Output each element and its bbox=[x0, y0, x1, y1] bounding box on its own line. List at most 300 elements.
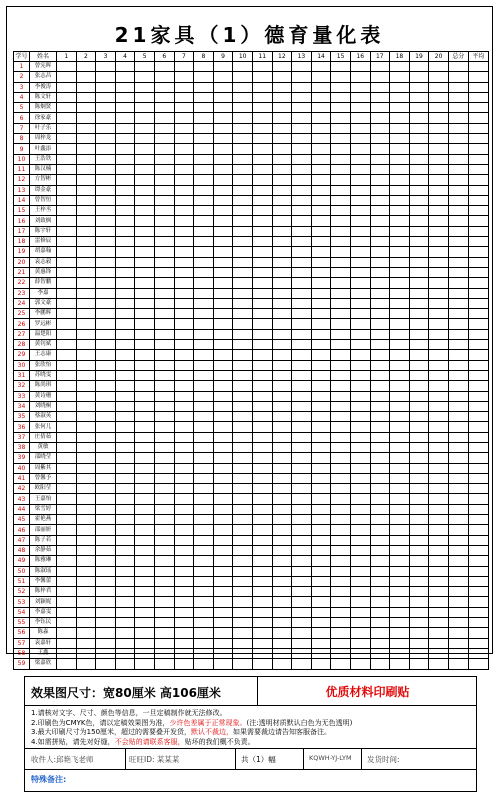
score-cell bbox=[76, 432, 96, 442]
score-cell bbox=[292, 597, 312, 607]
score-cell bbox=[311, 185, 331, 195]
column-header: 12 bbox=[272, 52, 292, 62]
score-cell bbox=[194, 206, 214, 216]
score-cell bbox=[213, 432, 233, 442]
score-cell bbox=[233, 164, 253, 174]
score-cell bbox=[272, 144, 292, 154]
score-cell bbox=[233, 329, 253, 339]
score-cell bbox=[115, 391, 135, 401]
score-cell bbox=[213, 566, 233, 576]
score-cell bbox=[57, 123, 77, 133]
score-cell bbox=[57, 154, 77, 164]
score-cell bbox=[213, 412, 233, 422]
score-cell bbox=[429, 257, 449, 267]
score-cell bbox=[96, 257, 116, 267]
score-cell bbox=[135, 381, 155, 391]
score-cell bbox=[135, 576, 155, 586]
score-cell bbox=[390, 144, 410, 154]
student-name: 李嘉雯 bbox=[30, 607, 57, 617]
score-cell bbox=[57, 391, 77, 401]
score-cell bbox=[76, 185, 96, 195]
note-text: 2.印刷色为CMYK色，请以定稿效果图为准， bbox=[31, 718, 170, 727]
score-cell bbox=[350, 648, 370, 658]
score-cell bbox=[233, 113, 253, 123]
score-cell bbox=[194, 525, 214, 535]
score-cell bbox=[252, 309, 272, 319]
score-cell bbox=[233, 175, 253, 185]
score-cell bbox=[57, 628, 77, 638]
score-cell bbox=[311, 648, 331, 658]
column-header: 1 bbox=[57, 52, 77, 62]
score-cell bbox=[370, 597, 390, 607]
score-cell bbox=[370, 350, 390, 360]
score-cell bbox=[194, 618, 214, 628]
score-cell bbox=[409, 144, 429, 154]
score-cell bbox=[370, 72, 390, 82]
score-cell bbox=[174, 267, 194, 277]
score-cell bbox=[429, 556, 449, 566]
score-cell bbox=[448, 340, 468, 350]
student-name: 王梓丞 bbox=[30, 206, 57, 216]
score-cell bbox=[174, 350, 194, 360]
score-cell bbox=[233, 319, 253, 329]
student-name: 陈梓君 bbox=[30, 587, 57, 597]
score-cell bbox=[135, 175, 155, 185]
table-row bbox=[14, 566, 489, 576]
score-cell bbox=[370, 566, 390, 576]
score-cell bbox=[96, 278, 116, 288]
student-number: 43 bbox=[14, 494, 30, 504]
score-cell bbox=[429, 123, 449, 133]
student-number: 48 bbox=[14, 545, 30, 555]
score-cell bbox=[213, 340, 233, 350]
score-cell bbox=[311, 62, 331, 72]
score-cell bbox=[213, 278, 233, 288]
student-number: 16 bbox=[14, 216, 30, 226]
table-row bbox=[14, 442, 489, 452]
column-header: 15 bbox=[331, 52, 351, 62]
student-name: 王鑫 bbox=[30, 648, 57, 658]
score-cell bbox=[331, 62, 351, 72]
score-cell bbox=[272, 453, 292, 463]
score-cell bbox=[96, 659, 116, 669]
student-name: 曾馨予 bbox=[30, 473, 57, 483]
score-cell bbox=[174, 473, 194, 483]
score-cell bbox=[76, 556, 96, 566]
score-cell bbox=[292, 576, 312, 586]
score-cell bbox=[135, 164, 155, 174]
score-cell bbox=[174, 185, 194, 195]
score-cell bbox=[292, 195, 312, 205]
table-row bbox=[14, 309, 489, 319]
score-cell bbox=[194, 432, 214, 442]
score-cell bbox=[409, 463, 429, 473]
score-cell bbox=[174, 175, 194, 185]
score-cell bbox=[96, 206, 116, 216]
score-cell bbox=[468, 628, 488, 638]
student-number: 25 bbox=[14, 309, 30, 319]
score-cell bbox=[76, 247, 96, 257]
score-cell bbox=[252, 103, 272, 113]
score-cell bbox=[370, 463, 390, 473]
score-cell bbox=[409, 288, 429, 298]
score-cell bbox=[174, 618, 194, 628]
score-cell bbox=[154, 298, 174, 308]
score-cell bbox=[350, 350, 370, 360]
score-cell bbox=[76, 350, 96, 360]
score-cell bbox=[429, 648, 449, 658]
score-cell bbox=[76, 319, 96, 329]
student-name: 苏晓雯 bbox=[30, 370, 57, 380]
score-cell bbox=[448, 628, 468, 638]
score-cell bbox=[448, 453, 468, 463]
score-cell bbox=[76, 442, 96, 452]
score-cell bbox=[272, 92, 292, 102]
score-cell bbox=[272, 185, 292, 195]
student-number: 38 bbox=[14, 442, 30, 452]
score-cell bbox=[135, 144, 155, 154]
student-name: 方智彬 bbox=[30, 175, 57, 185]
score-cell bbox=[174, 319, 194, 329]
score-cell bbox=[115, 628, 135, 638]
score-cell bbox=[194, 607, 214, 617]
table-row bbox=[14, 535, 489, 545]
score-cell bbox=[370, 442, 390, 452]
score-cell bbox=[252, 659, 272, 669]
score-cell bbox=[448, 62, 468, 72]
score-cell bbox=[96, 525, 116, 535]
score-cell bbox=[370, 123, 390, 133]
score-cell bbox=[448, 123, 468, 133]
score-cell bbox=[194, 370, 214, 380]
student-number: 9 bbox=[14, 144, 30, 154]
score-cell bbox=[96, 535, 116, 545]
note-text: 默认不裁边， bbox=[191, 728, 234, 736]
score-cell bbox=[76, 216, 96, 226]
score-cell bbox=[448, 401, 468, 411]
score-cell bbox=[174, 556, 194, 566]
column-header: 17 bbox=[370, 52, 390, 62]
score-cell bbox=[154, 288, 174, 298]
student-number: 23 bbox=[14, 288, 30, 298]
score-cell bbox=[252, 206, 272, 216]
score-cell bbox=[96, 515, 116, 525]
score-cell bbox=[292, 463, 312, 473]
score-cell bbox=[390, 587, 410, 597]
score-cell bbox=[252, 504, 272, 514]
score-cell bbox=[468, 226, 488, 236]
score-cell bbox=[194, 473, 214, 483]
student-number: 59 bbox=[14, 659, 30, 669]
student-name: 陈淼 bbox=[30, 628, 57, 638]
score-cell bbox=[311, 597, 331, 607]
score-cell bbox=[468, 607, 488, 617]
score-cell bbox=[409, 587, 429, 597]
student-number: 33 bbox=[14, 391, 30, 401]
score-cell bbox=[429, 659, 449, 669]
score-cell bbox=[233, 576, 253, 586]
score-cell bbox=[115, 288, 135, 298]
score-cell bbox=[115, 298, 135, 308]
score-cell bbox=[390, 267, 410, 277]
score-cell bbox=[409, 175, 429, 185]
score-cell bbox=[448, 576, 468, 586]
score-cell bbox=[57, 309, 77, 319]
score-cell bbox=[331, 309, 351, 319]
score-cell bbox=[57, 62, 77, 72]
score-cell bbox=[468, 576, 488, 586]
student-name: 张志昌 bbox=[30, 72, 57, 82]
score-cell bbox=[57, 453, 77, 463]
score-cell bbox=[57, 638, 77, 648]
score-cell bbox=[76, 134, 96, 144]
student-name: 蔡淑英 bbox=[30, 412, 57, 422]
score-cell bbox=[174, 463, 194, 473]
score-cell bbox=[331, 453, 351, 463]
score-cell bbox=[409, 164, 429, 174]
score-cell bbox=[57, 247, 77, 257]
student-name: 陈宇轩 bbox=[30, 226, 57, 236]
score-cell bbox=[252, 401, 272, 411]
score-cell bbox=[468, 72, 488, 82]
score-cell bbox=[292, 340, 312, 350]
score-cell bbox=[448, 556, 468, 566]
score-cell bbox=[252, 453, 272, 463]
score-cell bbox=[96, 144, 116, 154]
score-cell bbox=[292, 659, 312, 669]
score-cell bbox=[115, 535, 135, 545]
table-row bbox=[14, 185, 489, 195]
score-cell bbox=[233, 82, 253, 92]
score-cell bbox=[311, 288, 331, 298]
student-number: 8 bbox=[14, 134, 30, 144]
student-number: 50 bbox=[14, 566, 30, 576]
score-cell bbox=[96, 175, 116, 185]
score-cell bbox=[429, 607, 449, 617]
score-cell bbox=[331, 659, 351, 669]
student-name: 刘颖妮 bbox=[30, 597, 57, 607]
score-cell bbox=[213, 391, 233, 401]
score-cell bbox=[252, 638, 272, 648]
sheet-title: 21家具（1）德育量化表 bbox=[114, 23, 385, 47]
score-cell bbox=[252, 535, 272, 545]
score-cell bbox=[174, 607, 194, 617]
score-cell bbox=[115, 587, 135, 597]
score-cell bbox=[174, 226, 194, 236]
score-cell bbox=[154, 422, 174, 432]
score-cell bbox=[272, 226, 292, 236]
score-cell bbox=[213, 484, 233, 494]
score-cell bbox=[252, 72, 272, 82]
score-cell bbox=[96, 412, 116, 422]
score-cell bbox=[350, 113, 370, 123]
score-cell bbox=[390, 453, 410, 463]
score-cell bbox=[350, 607, 370, 617]
score-cell bbox=[292, 350, 312, 360]
score-cell bbox=[292, 412, 312, 422]
student-name: 欧阳莹 bbox=[30, 484, 57, 494]
score-cell bbox=[370, 267, 390, 277]
score-cell bbox=[174, 360, 194, 370]
score-cell bbox=[331, 618, 351, 628]
score-cell bbox=[57, 525, 77, 535]
column-header: 16 bbox=[350, 52, 370, 62]
score-cell bbox=[174, 195, 194, 205]
score-cell bbox=[174, 72, 194, 82]
score-cell bbox=[429, 350, 449, 360]
score-cell bbox=[409, 329, 429, 339]
score-cell bbox=[448, 113, 468, 123]
score-cell bbox=[96, 298, 116, 308]
score-cell bbox=[57, 566, 77, 576]
score-cell bbox=[468, 545, 488, 555]
score-cell bbox=[350, 556, 370, 566]
score-cell bbox=[213, 92, 233, 102]
score-cell bbox=[154, 494, 174, 504]
score-cell bbox=[409, 92, 429, 102]
score-cell bbox=[409, 545, 429, 555]
score-cell bbox=[448, 566, 468, 576]
score-cell bbox=[370, 340, 390, 350]
table-row bbox=[14, 484, 489, 494]
score-cell bbox=[194, 195, 214, 205]
score-cell bbox=[135, 154, 155, 164]
score-cell bbox=[272, 267, 292, 277]
score-cell bbox=[468, 123, 488, 133]
score-cell bbox=[252, 226, 272, 236]
score-cell bbox=[390, 401, 410, 411]
score-cell bbox=[115, 360, 135, 370]
score-cell bbox=[370, 412, 390, 422]
score-cell bbox=[213, 556, 233, 566]
student-number: 1 bbox=[14, 62, 30, 72]
score-cell bbox=[468, 391, 488, 401]
score-cell bbox=[233, 442, 253, 452]
score-cell bbox=[429, 360, 449, 370]
score-cell bbox=[409, 113, 429, 123]
student-name: 张欣怡 bbox=[30, 360, 57, 370]
score-cell bbox=[115, 412, 135, 422]
score-cell bbox=[115, 607, 135, 617]
score-cell bbox=[468, 638, 488, 648]
score-cell bbox=[370, 648, 390, 658]
score-cell bbox=[174, 298, 194, 308]
score-cell bbox=[252, 370, 272, 380]
table-row bbox=[14, 134, 489, 144]
score-cell bbox=[311, 628, 331, 638]
special-remark: 特殊备注: bbox=[31, 775, 67, 784]
column-header: 13 bbox=[292, 52, 312, 62]
score-cell bbox=[213, 597, 233, 607]
score-cell bbox=[390, 484, 410, 494]
score-cell bbox=[233, 247, 253, 257]
score-cell bbox=[135, 648, 155, 658]
score-cell bbox=[350, 144, 370, 154]
score-cell bbox=[292, 628, 312, 638]
score-cell bbox=[390, 556, 410, 566]
table-row bbox=[14, 391, 489, 401]
score-cell bbox=[115, 237, 135, 247]
score-cell bbox=[76, 576, 96, 586]
student-name: 陈子若 bbox=[30, 535, 57, 545]
score-cell bbox=[135, 360, 155, 370]
score-cell bbox=[115, 566, 135, 576]
score-cell bbox=[390, 123, 410, 133]
score-cell bbox=[154, 62, 174, 72]
score-cell bbox=[213, 329, 233, 339]
score-cell bbox=[370, 370, 390, 380]
score-cell bbox=[135, 401, 155, 411]
score-cell bbox=[135, 206, 155, 216]
student-name: 周梓龙 bbox=[30, 134, 57, 144]
score-cell bbox=[429, 638, 449, 648]
score-cell bbox=[390, 504, 410, 514]
score-cell bbox=[174, 566, 194, 576]
score-cell bbox=[292, 648, 312, 658]
score-cell bbox=[272, 659, 292, 669]
student-number: 55 bbox=[14, 618, 30, 628]
score-cell bbox=[409, 123, 429, 133]
score-cell bbox=[350, 226, 370, 236]
score-cell bbox=[292, 442, 312, 452]
score-cell bbox=[213, 154, 233, 164]
score-cell bbox=[429, 62, 449, 72]
score-cell bbox=[390, 278, 410, 288]
score-cell bbox=[154, 432, 174, 442]
score-cell bbox=[409, 535, 429, 545]
score-cell bbox=[233, 535, 253, 545]
score-cell bbox=[292, 391, 312, 401]
score-cell bbox=[468, 370, 488, 380]
score-cell bbox=[76, 618, 96, 628]
score-cell bbox=[135, 556, 155, 566]
student-name: 胡嘉翰 bbox=[30, 247, 57, 257]
student-number: 6 bbox=[14, 113, 30, 123]
score-cell bbox=[154, 628, 174, 638]
score-cell bbox=[429, 535, 449, 545]
score-cell bbox=[409, 628, 429, 638]
score-cell bbox=[468, 82, 488, 92]
student-number: 12 bbox=[14, 175, 30, 185]
score-cell bbox=[154, 545, 174, 555]
score-cell bbox=[194, 504, 214, 514]
score-cell bbox=[370, 206, 390, 216]
score-cell bbox=[233, 607, 253, 617]
score-cell bbox=[252, 144, 272, 154]
score-cell bbox=[76, 257, 96, 267]
score-cell bbox=[331, 123, 351, 133]
score-cell bbox=[174, 597, 194, 607]
student-number: 34 bbox=[14, 401, 30, 411]
score-cell bbox=[350, 525, 370, 535]
score-cell bbox=[76, 237, 96, 247]
score-cell bbox=[390, 515, 410, 525]
score-cell bbox=[194, 267, 214, 277]
score-cell bbox=[233, 587, 253, 597]
score-cell bbox=[76, 453, 96, 463]
score-cell bbox=[429, 164, 449, 174]
table-row bbox=[14, 247, 489, 257]
score-cell bbox=[350, 278, 370, 288]
brand-label: 优质材料印刷贴 bbox=[325, 685, 410, 699]
score-cell bbox=[194, 134, 214, 144]
score-cell bbox=[57, 607, 77, 617]
score-cell bbox=[331, 216, 351, 226]
score-cell bbox=[115, 164, 135, 174]
table-row bbox=[14, 659, 489, 669]
score-cell bbox=[135, 422, 155, 432]
column-header: 9 bbox=[213, 52, 233, 62]
